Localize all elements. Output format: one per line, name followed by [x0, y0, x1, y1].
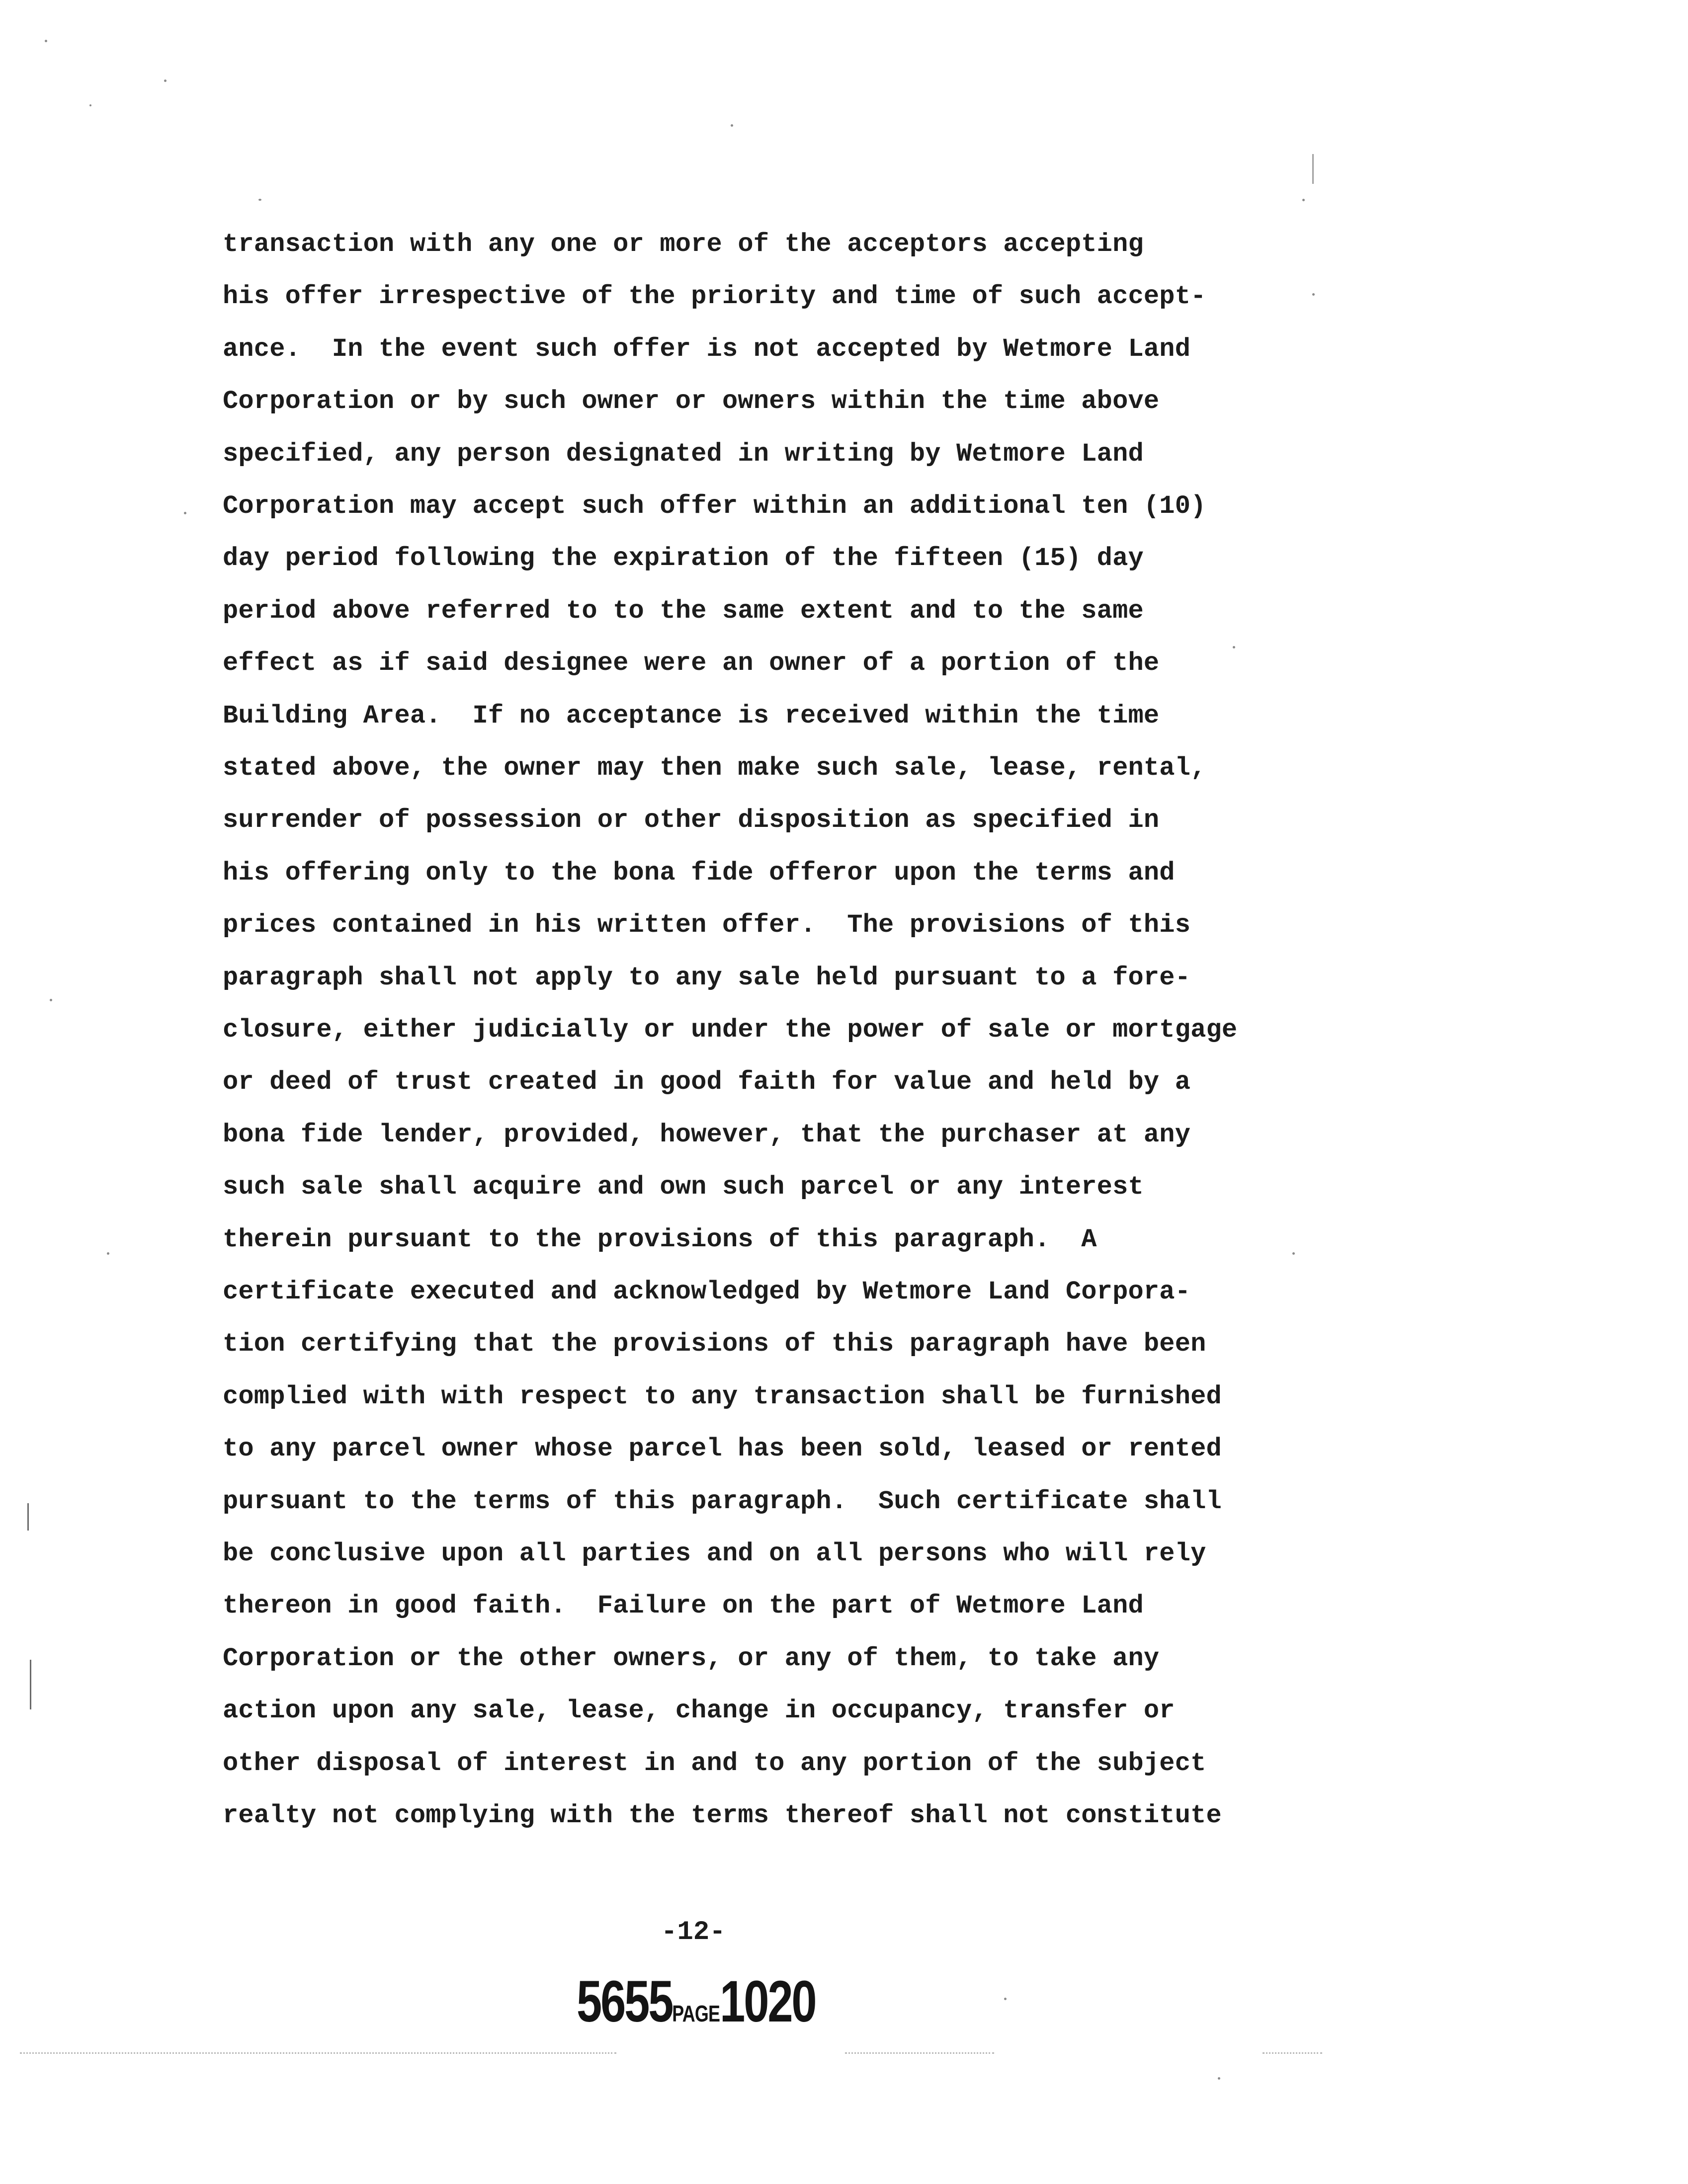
text-line: closure, either judicially or under the power of sale or mortgage	[223, 1015, 1238, 1045]
scan-speck	[164, 80, 167, 82]
text-line: paragraph shall not apply to any sale held pursuant to a fore-	[223, 963, 1191, 992]
text-line: action upon any sale, lease, change in occupancy, transfer or	[223, 1696, 1175, 1725]
scan-speck	[184, 512, 186, 514]
text-line: such sale shall acquire and own such parcel or any interest	[223, 1172, 1144, 1202]
text-line: stated above, the owner may then make such sale, lease, rental,	[223, 753, 1206, 783]
scan-speck	[89, 104, 91, 106]
book-page-stamp	[577, 1968, 815, 2035]
scan-edge-mark	[30, 1660, 31, 1709]
text-line: Building Area. If no acceptance is received within the time	[223, 701, 1160, 730]
scan-speck	[107, 1252, 109, 1255]
scan-speck	[1218, 2077, 1220, 2080]
text-line: effect as if said designee were an owner of a portion of the	[223, 648, 1160, 678]
scan-speck	[1302, 199, 1305, 201]
text-line: surrender of possession or other disposition as specified in	[223, 806, 1160, 835]
stamp-page-number: 1020	[720, 1969, 816, 2034]
text-line: bona fide lender, provided, however, that the purchaser at any	[223, 1120, 1191, 1149]
text-line: prices contained in his written offer. The provisions of this	[223, 910, 1191, 940]
text-line: period above referred to to the same extent and to the same	[223, 596, 1144, 626]
scan-speck	[1233, 646, 1235, 648]
scan-dotted-line	[1263, 2052, 1322, 2055]
book-number: 5655	[577, 1969, 673, 2034]
text-line: be conclusive upon all parties and on all persons who will rely	[223, 1539, 1206, 1568]
text-line: therein pursuant to the provisions of this paragraph. A	[223, 1225, 1097, 1254]
scan-speck	[731, 124, 733, 127]
text-line: specified, any person designated in writing by Wetmore Land	[223, 439, 1144, 469]
text-line: his offering only to the bona fide offeror upon the terms and	[223, 858, 1175, 888]
text-line: Corporation or the other owners, or any of them, to take any	[223, 1644, 1160, 1673]
scan-dotted-line	[20, 2052, 616, 2055]
scan-speck	[45, 40, 47, 42]
text-line: to any parcel owner whose parcel has been sold, leased or rented	[223, 1434, 1222, 1463]
text-line: ance. In the event such offer is not accepted by Wetmore Land	[223, 334, 1191, 364]
scan-speck	[1292, 1252, 1295, 1255]
text-line: tion certifying that the provisions of this paragraph have been	[223, 1329, 1206, 1359]
text-line: or deed of trust created in good faith for value and held by a	[223, 1067, 1191, 1097]
text-line: pursuant to the terms of this paragraph. Such certificate shall	[223, 1487, 1222, 1516]
scan-edge-mark	[27, 1503, 29, 1531]
page-number: -12-	[661, 1917, 726, 1947]
scan-speck	[258, 199, 261, 201]
text-line: his offer irrespective of the priority and time of such accept-	[223, 282, 1206, 311]
text-line: complied with with respect to any transaction shall be furnished	[223, 1382, 1222, 1411]
page-label: PAGE	[672, 2001, 720, 2026]
text-line: realty not complying with the terms thereof shall not constitute	[223, 1801, 1222, 1830]
scan-edge-mark	[1312, 154, 1314, 184]
scan-dotted-line	[845, 2052, 994, 2055]
text-line: transaction with any one or more of the acceptors accepting	[223, 230, 1144, 259]
text-line: thereon in good faith. Failure on the part of Wetmore Land	[223, 1591, 1144, 1620]
scan-speck	[1004, 1998, 1007, 2000]
text-line: Corporation may accept such offer within an additional ten (10)	[223, 491, 1206, 521]
text-line: certificate executed and acknowledged by Wetmore Land Corpora-	[223, 1277, 1191, 1306]
text-line: other disposal of interest in and to any portion of the subject	[223, 1749, 1206, 1778]
scan-speck	[50, 999, 52, 1001]
text-line: Corporation or by such owner or owners within the time above	[223, 387, 1160, 416]
text-line: day period following the expiration of the fifteen (15) day	[223, 544, 1144, 573]
scan-speck	[1312, 293, 1315, 296]
